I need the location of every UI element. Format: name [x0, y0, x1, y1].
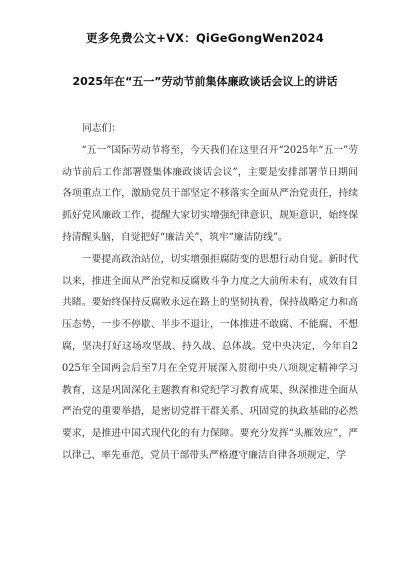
salutation: 同志们： [82, 123, 122, 134]
header-banner: 更多免费公文+VX：QiGeGongWen2024 [86, 31, 324, 45]
paragraph-intro: “五一”国际劳动节将至，今天我们在这里召开“2025年“五一”劳动节前后工作部署暨集体廉政谈话会议”，主要是安排部署节日期间各项重点工作，激励党员干部坚定不移落实全面从严治党责任，持续抓好党风廉政工作，提醒大家切实增强纪律意识、规矩意识，始终保持清醒头脑，自觉把好“廉洁关”，筑牢“廉洁防线”。 [62, 144, 358, 243]
document-body [62, 118, 358, 467]
document-title: 2025年在“五一”劳动节前集体廉政谈话会议上的讲话 [72, 75, 338, 88]
paragraph-first-point: 一要提高政治站位，切实增强拒腐防变的思想行动自觉。新时代以来，推进全面从严治党和反腐败斗争力度之大前所未有，成效有目共睹。要始终保持反腐败永远在路上的坚韧执着，保持战略定力和高压态势，一步不停歇、半步不退让，一体推进不敢腐、不能腐、不想腐，坚决打好这场攻坚战、持久战、总体战。党中央决定，今年自2025年全国两会后至7月在全党开展深入贯彻中央八项规定精神学习教育，这是巩固深化主题教育和党纪学习教育成果、纵深推进全面从严治党的重要举措，是密切党群干群关系、巩固党的执政基础的必然要求，是推进中国式现代化的有力保障。要充分发挥“头雁效应”，严以律己、率先垂范，党员干部带头严格遵守廉洁自律各项规定，学 [62, 253, 358, 461]
